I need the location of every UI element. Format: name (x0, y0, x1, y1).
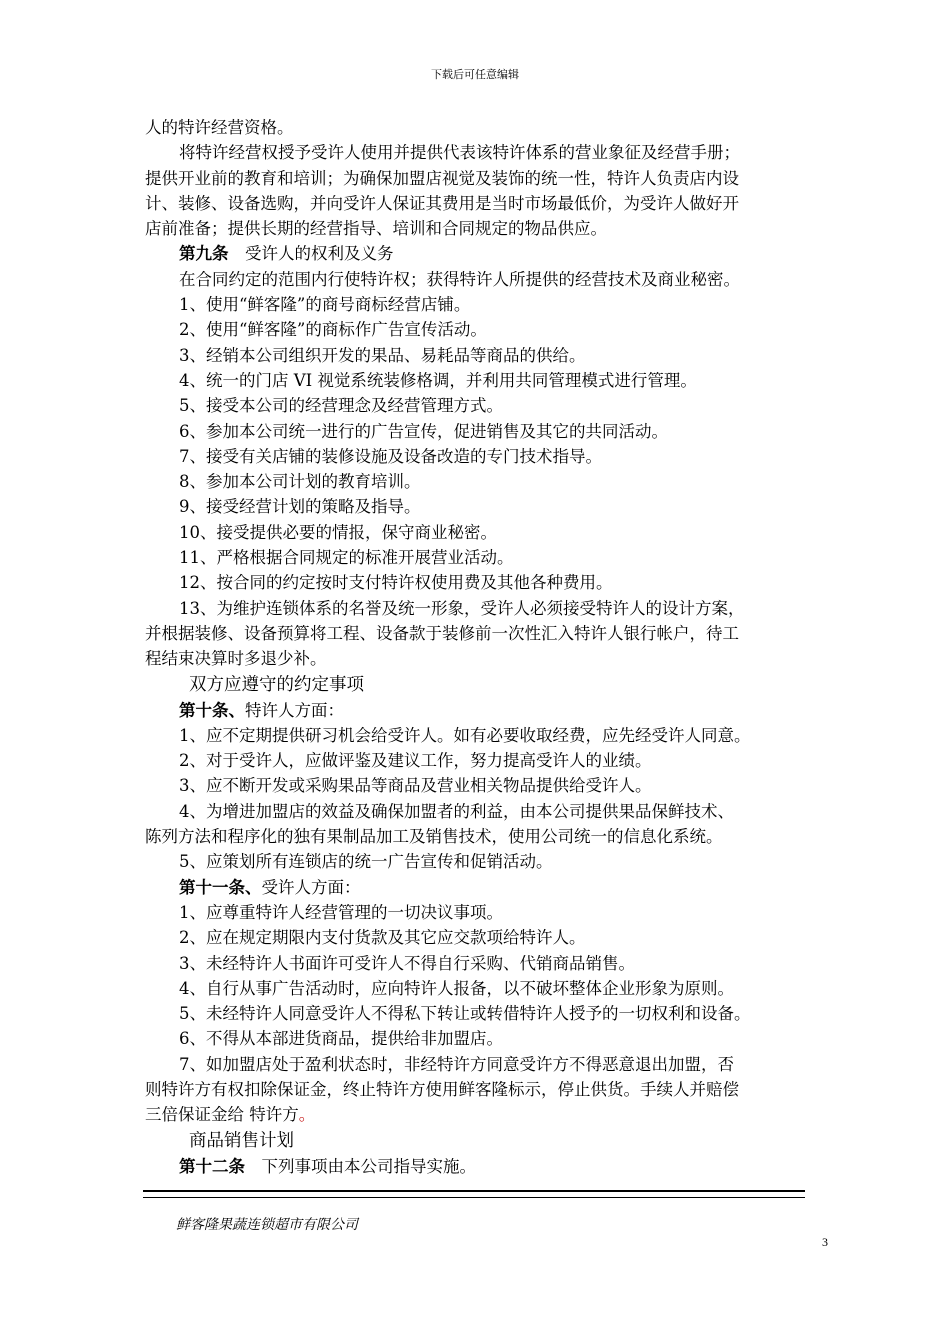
list-item: 2、使用“鲜客隆”的商标作广告宣传活动。 (179, 320, 487, 340)
article-12-heading (145, 1154, 835, 1179)
list-item: 2、对于受许人，应做评鉴及建议工作，努力提高受许人的业绩。 (179, 751, 652, 771)
article-9-heading (145, 241, 835, 266)
article-12-text: 下列事项由本公司指导实施。 (245, 1156, 476, 1176)
list-item: 12、按合同的约定按时支付特许权使用费及其他各种费用。 (179, 573, 613, 593)
article-9-text: 受许人的权利及义务 (228, 244, 394, 264)
footer-rule-thick (143, 1190, 805, 1192)
list-item: 8、参加本公司计划的教育培训。 (179, 472, 421, 492)
paragraph-line: 将特许经营权授予受许人使用并提供代表该特许体系的营业象征及经营手册； (179, 143, 740, 163)
list-item: 5、接受本公司的经营理念及经营管理方式。 (179, 396, 503, 416)
list-item: 4、统一的门店 VI 视觉系统装修格调，并利用共同管理模式进行管理。 (179, 370, 697, 390)
paragraph-text: 三倍保证金给 特许方 (145, 1105, 299, 1125)
list-item: 7、接受有关店铺的装修设施及设备改造的专门技术指导。 (179, 446, 602, 466)
article-11-text: 受许人方面： (261, 877, 361, 897)
list-item: 10、接受提供必要的情报，保守商业秘密。 (179, 522, 497, 542)
paragraph-line: 计、装修、设备选购，并向受许人保证其费用是当时市场最低价，为受许人做好开 (145, 193, 739, 213)
list-item: 3、未经特许人书面许可受许人不得自行采购、代销商品销售。 (179, 953, 635, 973)
article-10-title: 第十条、 (179, 700, 245, 720)
footer-rule-thin (143, 1197, 805, 1198)
section-heading: 商品销售计划 (189, 1130, 294, 1151)
list-item: 2、应在规定期限内支付货款及其它应交款项给特许人。 (179, 928, 586, 948)
section-heading: 双方应遵守的约定事项 (189, 674, 364, 695)
page-number: 3 (822, 1235, 828, 1249)
list-item: 9、接受经营计划的策略及指导。 (179, 497, 421, 517)
list-item: 6、不得从本部进货商品，提供给非加盟店。 (179, 1029, 503, 1049)
list-item: 3、经销本公司组织开发的果品、易耗品等商品的供给。 (179, 345, 586, 365)
list-item: 5、未经特许人同意受许人不得私下转让或转借特许人授予的一切权利和设备。 (179, 1004, 751, 1024)
article-10-heading (145, 698, 835, 723)
article-11-title: 第十一条、 (179, 877, 262, 897)
list-item: 3、应不断开发或采购果品等商品及营业相关物品提供给受许人。 (179, 776, 652, 796)
list-item: 1、使用“鲜客隆”的商号商标经营店铺。 (179, 295, 471, 315)
footer-company: 鲜客隆果蔬连锁超市有限公司 (176, 1217, 358, 1233)
list-item: 4、为增进加盟店的效益及确保加盟者的利益，由本公司提供果品保鲜技术、 (179, 801, 734, 821)
paragraph-line: 店前准备；提供长期的经营指导、培训和合同规定的物品供应。 (145, 219, 607, 239)
list-item: 5、应策划所有连锁店的统一广告宣传和促销活动。 (179, 852, 553, 872)
list-item: 1、应尊重特许人经营管理的一切决议事项。 (179, 902, 503, 922)
paragraph-line: 并根据装修、设备预算将工程、设备款于装修前一次性汇入特许人银行帐户，待工 (145, 623, 739, 643)
header-note: 下载后可任意编辑 (431, 68, 519, 81)
article-11-heading (145, 875, 835, 900)
article-9-title: 第九条 (179, 244, 229, 264)
paragraph-line: 在合同约定的范围内行使特许权；获得特许人所提供的经营技术及商业秘密。 (179, 269, 740, 289)
red-period: 。 (298, 1105, 316, 1125)
paragraph-line: 陈列方法和程序化的独有果制品加工及销售技术，使用公司统一的信息化系统。 (145, 827, 723, 847)
list-item: 7、如加盟店处于盈利状态时，非经特许方同意受许方不得恶意退出加盟，否 (179, 1054, 734, 1074)
list-item: 4、自行从事广告活动时，应向特许人报备，以不破坏整体企业形象为原则。 (179, 978, 734, 998)
paragraph-line: 人的特许经营资格。 (145, 118, 294, 137)
list-item: 11、严格根据合同规定的标准开展营业活动。 (179, 548, 514, 568)
paragraph-line: 则特许方有权扣除保证金，终止特许方使用鲜客隆标示，停止供货。手续人并赔偿 (145, 1079, 739, 1099)
paragraph-line (145, 1102, 835, 1127)
article-12-title: 第十二条 (179, 1156, 245, 1176)
list-item: 13、为维护连锁体系的名誉及统一形象，受许人必须接受特许人的设计方案， (179, 598, 745, 618)
list-item: 1、应不定期提供研习机会给受许人。如有必要收取经费，应先经受许人同意。 (179, 725, 751, 745)
article-10-text: 特许人方面： (245, 700, 344, 720)
paragraph-line: 程结束决算时多退少补。 (145, 649, 327, 669)
paragraph-line: 提供开业前的教育和培训；为确保加盟店视觉及装饰的统一性，特许人负责店内设 (145, 168, 739, 188)
document-body (145, 115, 835, 1179)
list-item: 6、参加本公司统一进行的广告宣传，促进销售及其它的共同活动。 (179, 421, 668, 441)
